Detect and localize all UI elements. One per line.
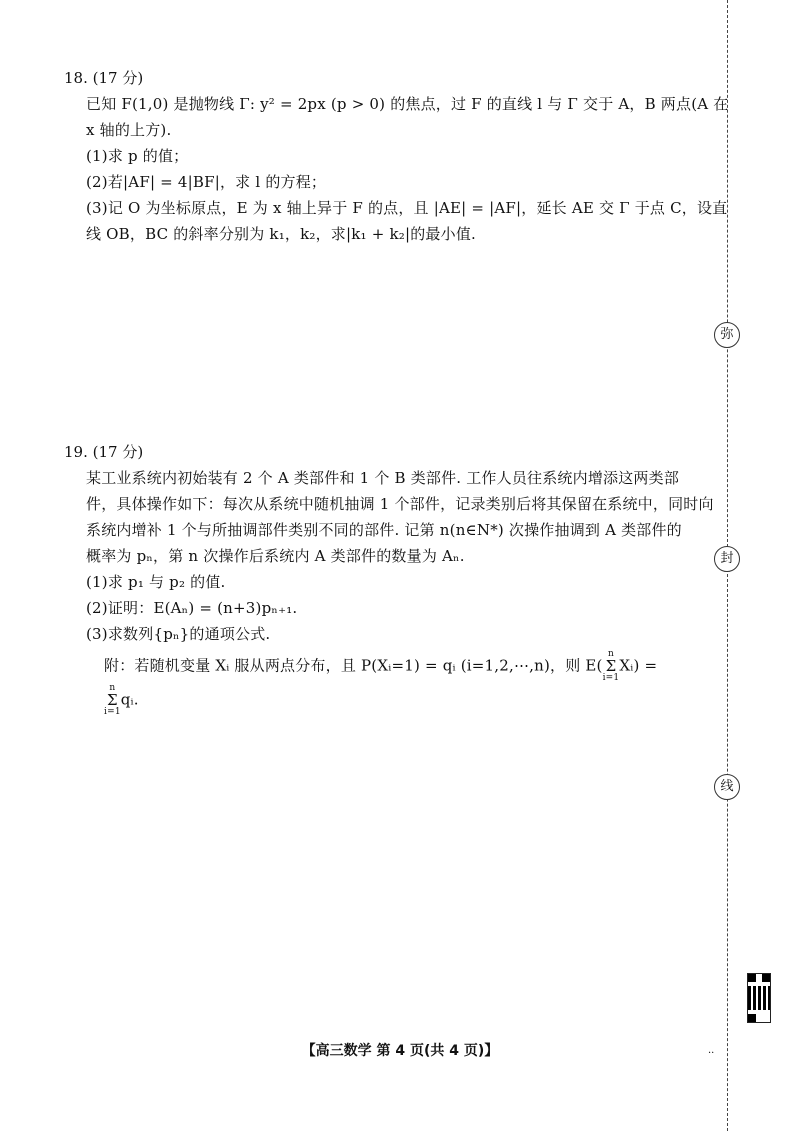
question-19-line-3: 系统内增补 1 个与所抽调部件类别不同的部件. 记第 n(n∈N*) 次操作抽调到 A 类部件的 (86, 521, 682, 539)
question-19-line-2: 件，具体操作如下：每次从系统中随机抽调 1 个部件，记录类别后将其保留在系统中，同时向 (86, 495, 714, 513)
seal-mark-mi: 弥 (714, 322, 740, 348)
appendix-text-c: qᵢ. (120, 690, 139, 709)
question-19-number: 19. (17 分) (64, 443, 144, 461)
question-18-part-3a: (3)记 O 为坐标原点，E 为 x 轴上异于 F 的点，且 |AE| = |AF|，延长 AE 交 Γ 于点 C，设直 (86, 199, 728, 217)
appendix-sum-symbol (603, 650, 620, 683)
question-19-line-1: 某工业系统内初始装有 2 个 A 类部件和 1 个 B 类部件. 工作人员往系统内增添这两类部 (86, 469, 680, 487)
question-18-number: 18. (17 分) (64, 69, 144, 87)
question-18-part-3b: 线 OB，BC 的斜率分别为 k₁，k₂，求|k₁ + k₂|的最小值. (86, 225, 476, 243)
appendix-text-b: Xᵢ) = (619, 656, 658, 675)
appendix-text-a: 附：若随机变量 Xᵢ 服从两点分布，且 P(Xᵢ=1) = qᵢ (i=1,2,⋯,n)，则 E( (104, 656, 603, 675)
sum-upper: n (607, 649, 614, 659)
question-18-line-1: 已知 F(1,0) 是抛物线 Γ: y² = 2px (p > 0) 的焦点，过 F 的直线 l 与 Γ 交于 A，B 两点(A 在 (86, 95, 729, 113)
sum-sigma: Σ (605, 657, 617, 675)
question-19-appendix-line-1 (104, 650, 657, 683)
seal-mark-feng: 封 (714, 546, 740, 572)
question-19-appendix-line-2 (104, 684, 139, 717)
sum2-lower: i=1 (104, 707, 121, 717)
sum-lower: i=1 (602, 673, 620, 683)
question-18-part-2: (2)若|AF| = 4|BF|，求 l 的方程； (86, 173, 327, 191)
qr-code-icon (748, 974, 770, 1022)
page-footer: 【高三数学 第 4 页(共 4 页)】 (301, 1043, 499, 1059)
question-18-part-1: (1)求 p 的值； (86, 147, 189, 165)
question-19-part-3: (3)求数列{pₙ}的通项公式. (86, 625, 271, 643)
appendix-sum-symbol-2 (104, 684, 121, 717)
question-19-part-1: (1)求 p₁ 与 p₂ 的值. (86, 573, 226, 591)
sum2-sigma: Σ (106, 691, 118, 709)
sum2-upper: n (109, 683, 116, 693)
footer-dots: ·· (708, 1048, 715, 1059)
seal-mark-xian: 线 (714, 774, 740, 800)
question-19-part-2: (2)证明：E(Aₙ) = (n+3)pₙ₊₁. (86, 599, 298, 617)
question-19-line-4: 概率为 pₙ，第 n 次操作后系统内 A 类部件的数量为 Aₙ. (86, 547, 465, 565)
question-18-line-2: x 轴的上方). (86, 121, 172, 139)
